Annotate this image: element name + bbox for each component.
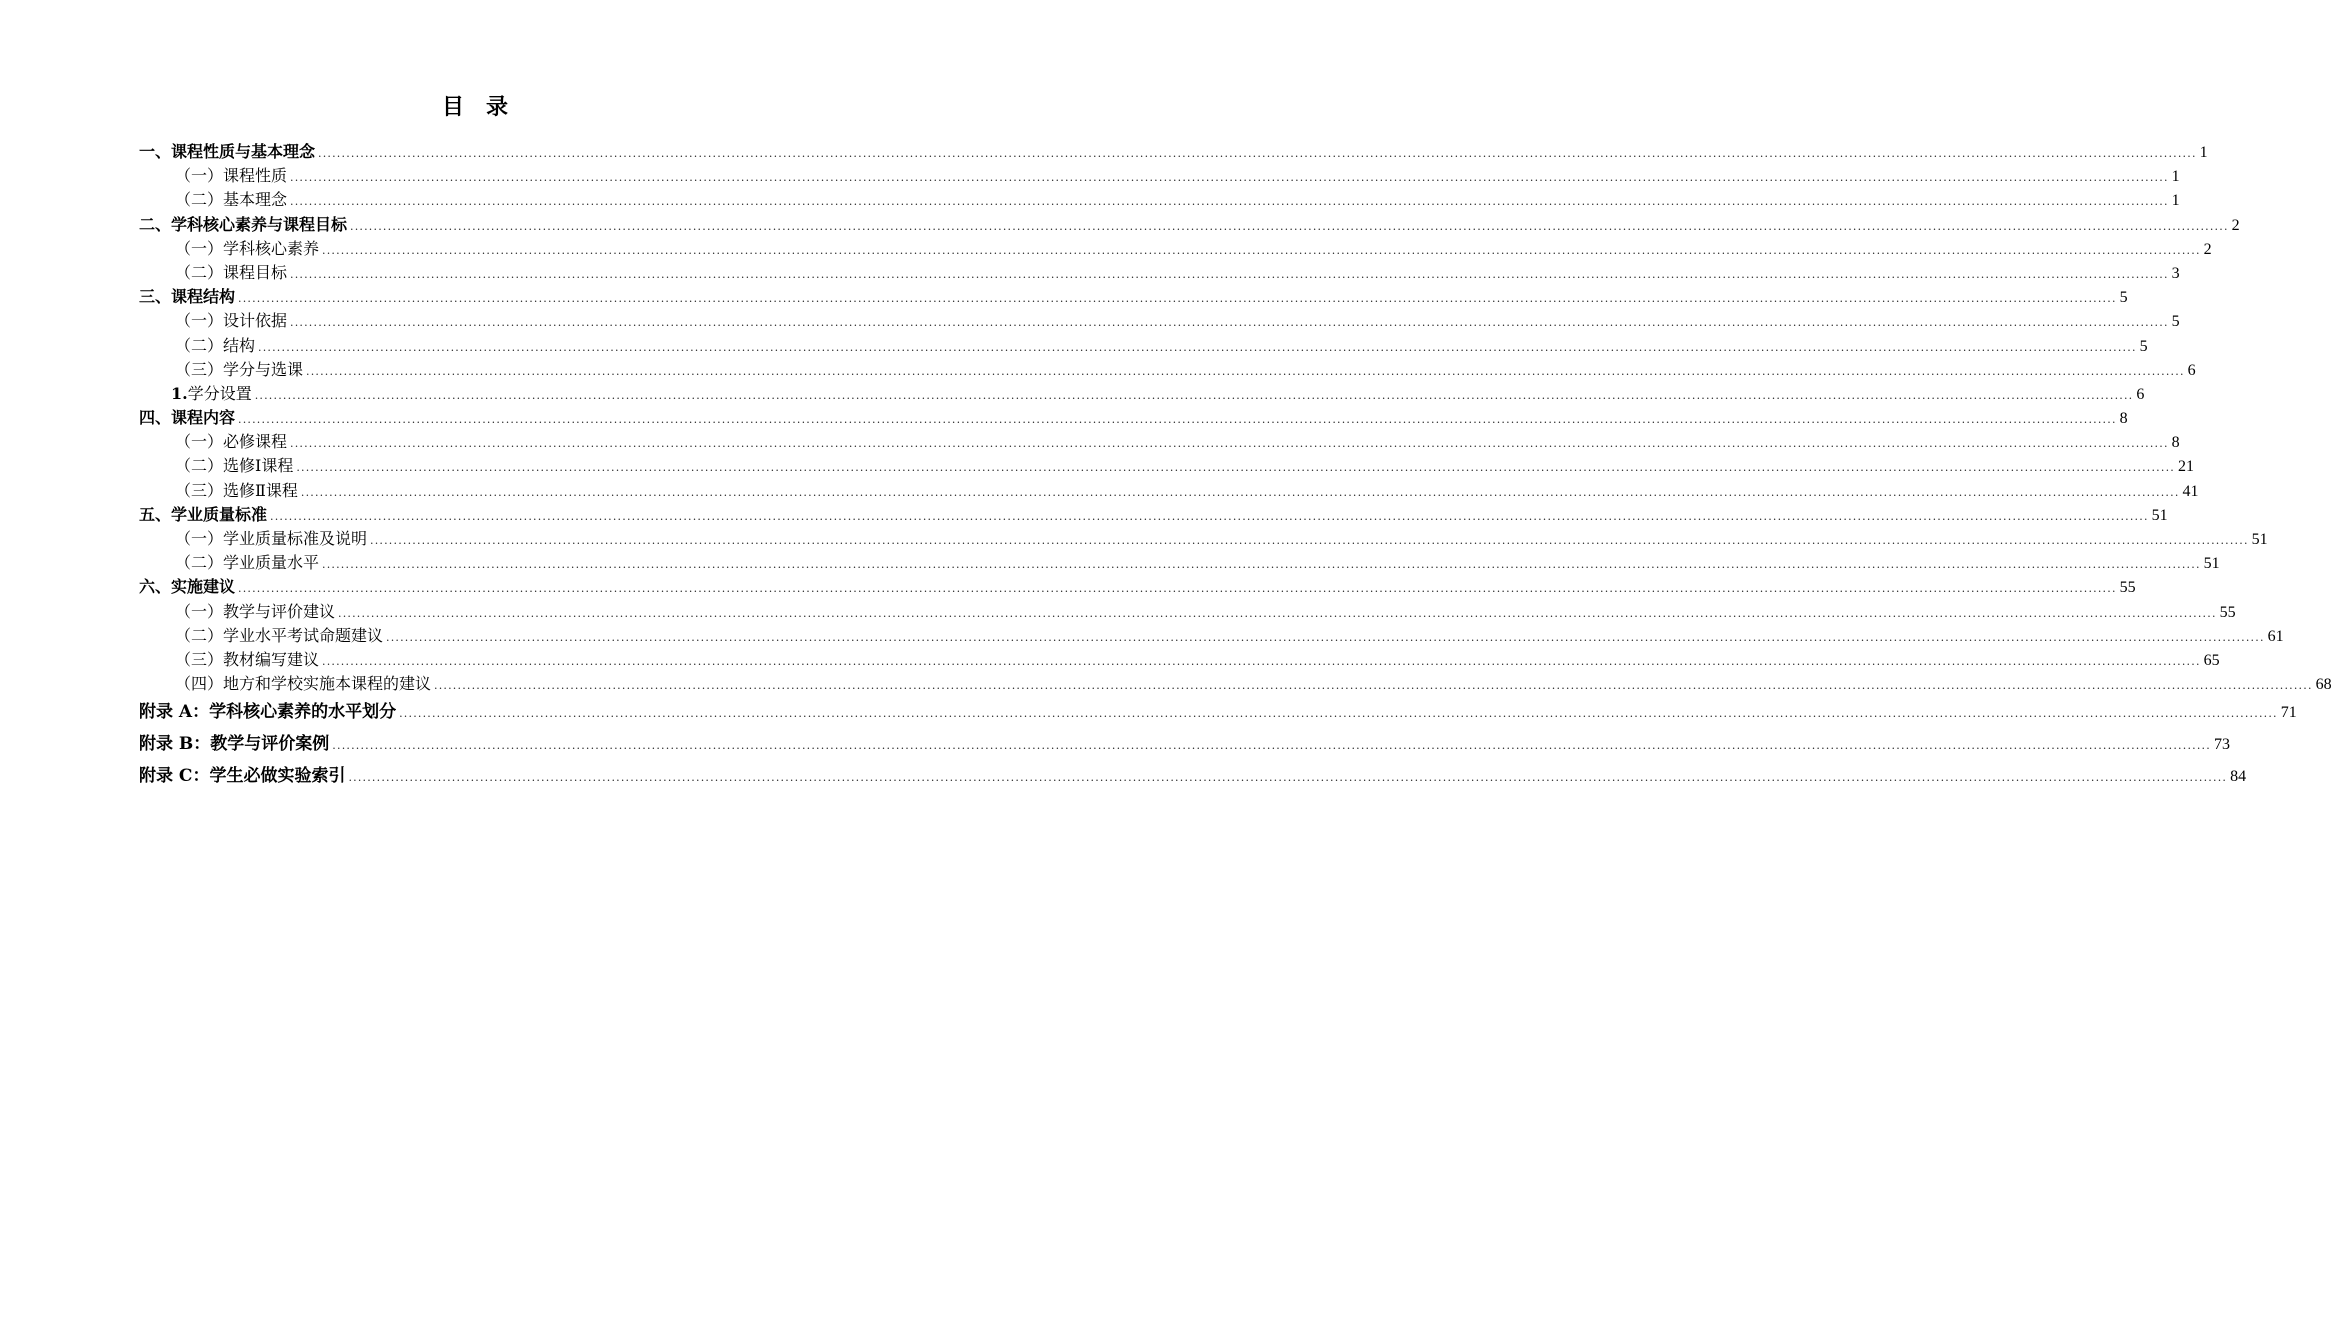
- dot-leader: ................................................................................................................................................................................................................................................................................................................................................................................................................: [348, 771, 2228, 785]
- dot-leader: ................................................................................................................................................................................................................................................................................................................................................................................................................: [434, 679, 2313, 693]
- toc-entry[interactable]: [139, 430, 2180, 454]
- toc-entry-label: 三、课程结构: [139, 287, 236, 307]
- toc-entry-label: （一）学科核心素养: [175, 238, 320, 258]
- toc-entry-label: （二）学业质量水平: [175, 553, 320, 573]
- toc-entry[interactable]: [139, 760, 2247, 792]
- toc-entry-page-number: 5: [2139, 337, 2148, 355]
- toc-entry-page-number: 51: [2251, 531, 2268, 548]
- toc-entry-page-number: 84: [2230, 768, 2247, 786]
- dot-leader: ................................................................................................................................................................................................................................................................................................................................................................................................................: [238, 292, 2117, 306]
- toc-entry-label: （三）学分与选课: [175, 359, 304, 379]
- toc-entry-label: 四、课程内容: [139, 408, 236, 428]
- toc-entry-text: 学分设置: [187, 383, 252, 403]
- dot-leader: ................................................................................................................................................................................................................................................................................................................................................................................................................: [296, 461, 2175, 475]
- toc-entry-page-number: 5: [2119, 289, 2128, 307]
- toc-entry-page-number: 6: [2187, 361, 2196, 379]
- toc-entry[interactable]: [139, 728, 2230, 760]
- toc-entry[interactable]: [139, 624, 2284, 648]
- dot-leader: ................................................................................................................................................................................................................................................................................................................................................................................................................: [258, 340, 2137, 354]
- dot-leader: ................................................................................................................................................................................................................................................................................................................................................................................................................: [386, 630, 2265, 644]
- toc-entry[interactable]: [139, 672, 2332, 696]
- dot-leader: ................................................................................................................................................................................................................................................................................................................................................................................................................: [238, 582, 2117, 596]
- toc-entry-label: 附录 A：学科核心素养的水平划分: [139, 702, 397, 723]
- toc-entry[interactable]: [139, 164, 2180, 188]
- toc-entry-page-number: 1: [2171, 192, 2180, 210]
- toc-entry-page-number: 8: [2171, 434, 2180, 452]
- toc-entry[interactable]: [139, 261, 2180, 285]
- toc-entry-page-number: 41: [2182, 482, 2199, 500]
- dot-leader: ................................................................................................................................................................................................................................................................................................................................................................................................................: [338, 606, 2217, 620]
- dot-leader: ................................................................................................................................................................................................................................................................................................................................................................................................................: [350, 219, 2229, 233]
- toc-entry[interactable]: [139, 648, 2220, 672]
- dot-leader: ................................................................................................................................................................................................................................................................................................................................................................................................................: [370, 534, 2249, 547]
- table-of-contents: [139, 140, 2332, 792]
- toc-entry[interactable]: [139, 406, 2128, 430]
- toc-entry-page-number: 1: [2199, 144, 2208, 161]
- toc-entry-label: （二）基本理念: [175, 190, 288, 210]
- toc-entry-page-number: 55: [2219, 603, 2236, 621]
- dot-leader: ................................................................................................................................................................................................................................................................................................................................................................................................................: [306, 364, 2185, 378]
- toc-entry-label: （二）选修Ⅰ课程: [175, 456, 294, 476]
- toc-entry-label: （一）课程性质: [175, 166, 288, 186]
- toc-title: 目录: [441, 94, 530, 120]
- dot-leader: ................................................................................................................................................................................................................................................................................................................................................................................................................: [238, 413, 2117, 427]
- dot-leader: ................................................................................................................................................................................................................................................................................................................................................................................................................: [290, 171, 2169, 185]
- toc-entry-label: （一）教学与评价建议: [175, 601, 336, 621]
- toc-entry[interactable]: [139, 479, 2199, 503]
- toc-entry[interactable]: [139, 334, 2148, 358]
- dot-leader: ................................................................................................................................................................................................................................................................................................................................................................................................................: [290, 195, 2169, 209]
- toc-entry[interactable]: [139, 309, 2180, 333]
- toc-entry[interactable]: [139, 527, 2268, 551]
- toc-entry[interactable]: [139, 358, 2196, 382]
- toc-entry[interactable]: [139, 600, 2236, 624]
- dot-leader: ................................................................................................................................................................................................................................................................................................................................................................................................................: [399, 707, 2278, 721]
- toc-entry[interactable]: [139, 188, 2180, 212]
- toc-entry-label: 六、实施建议: [139, 577, 236, 597]
- toc-entry-label: （三）教材编写建议: [175, 649, 320, 669]
- dot-leader: ................................................................................................................................................................................................................................................................................................................................................................................................................: [290, 267, 2169, 281]
- toc-entry-label: （二）课程目标: [175, 262, 288, 282]
- toc-entry-page-number: 2: [2231, 216, 2240, 234]
- toc-entry[interactable]: [139, 551, 2220, 575]
- toc-entry-page-number: 51: [2151, 506, 2168, 524]
- toc-entry-page-number: 51: [2203, 555, 2220, 573]
- toc-entry-label: （二）结构: [175, 335, 256, 355]
- dot-leader: ................................................................................................................................................................................................................................................................................................................................................................................................................: [300, 485, 2180, 499]
- toc-entry-page-number: 71: [2280, 704, 2297, 722]
- toc-entry-label: （三）选修Ⅱ课程: [175, 480, 298, 500]
- toc-entry[interactable]: [139, 503, 2168, 527]
- dot-leader: ................................................................................................................................................................................................................................................................................................................................................................................................................: [318, 147, 2197, 160]
- toc-entry-label: [171, 382, 252, 406]
- dot-leader: ................................................................................................................................................................................................................................................................................................................................................................................................................: [290, 437, 2169, 451]
- toc-entry[interactable]: [139, 140, 2208, 164]
- toc-entry-page-number: 73: [2213, 736, 2230, 754]
- dot-leader: ................................................................................................................................................................................................................................................................................................................................................................................................................: [322, 558, 2201, 572]
- toc-entry-label: （一）设计依据: [175, 311, 288, 331]
- toc-entry[interactable]: [139, 454, 2194, 478]
- toc-entry[interactable]: [139, 213, 2240, 237]
- dot-leader: ................................................................................................................................................................................................................................................................................................................................................................................................................: [322, 243, 2201, 257]
- toc-entry-label: 一、课程性质与基本理念: [139, 142, 316, 161]
- dot-leader: ................................................................................................................................................................................................................................................................................................................................................................................................................: [270, 509, 2149, 523]
- toc-entry-label: （四）地方和学校实施本课程的建议: [175, 674, 432, 694]
- toc-entry-page-number: 68: [2315, 676, 2332, 694]
- toc-entry[interactable]: [139, 382, 2145, 406]
- toc-entry[interactable]: [139, 237, 2212, 261]
- toc-entry-page-number: 1: [2171, 168, 2180, 186]
- toc-entry-page-number: 2: [2203, 240, 2212, 258]
- dot-leader: ................................................................................................................................................................................................................................................................................................................................................................................................................: [322, 654, 2201, 668]
- dot-leader: ................................................................................................................................................................................................................................................................................................................................................................................................................: [290, 316, 2169, 330]
- toc-entry-page-number: 21: [2177, 458, 2194, 476]
- toc-entry-page-number: 8: [2119, 410, 2128, 428]
- toc-entry-label: 附录 C：学生必做实验索引: [139, 766, 346, 787]
- toc-entry-label: 二、学科核心素养与课程目标: [139, 214, 348, 234]
- toc-entry-page-number: 55: [2119, 579, 2136, 597]
- dot-leader: ................................................................................................................................................................................................................................................................................................................................................................................................................: [332, 739, 2211, 753]
- toc-entry-label: 五、学业质量标准: [139, 504, 268, 524]
- toc-entry-label: （二）学业水平考试命题建议: [175, 625, 384, 645]
- toc-entry-label: （一）学业质量标准及说明: [175, 529, 368, 548]
- dot-leader: ................................................................................................................................................................................................................................................................................................................................................................................................................: [254, 388, 2134, 402]
- toc-entry[interactable]: [139, 696, 2297, 728]
- toc-entry-page-number: 6: [2136, 385, 2145, 403]
- toc-entry-label: 附录 B：教学与评价案例: [139, 734, 330, 755]
- toc-entry-page-number: 5: [2171, 313, 2180, 331]
- toc-entry[interactable]: [139, 575, 2136, 599]
- toc-entry-page-number: 3: [2171, 264, 2180, 282]
- toc-entry-page-number: 65: [2203, 651, 2220, 669]
- toc-entry-label: （一）必修课程: [175, 432, 288, 452]
- toc-entry-page-number: 61: [2267, 627, 2284, 645]
- toc-entry-number: 1.: [171, 383, 188, 403]
- toc-entry[interactable]: [139, 285, 2128, 309]
